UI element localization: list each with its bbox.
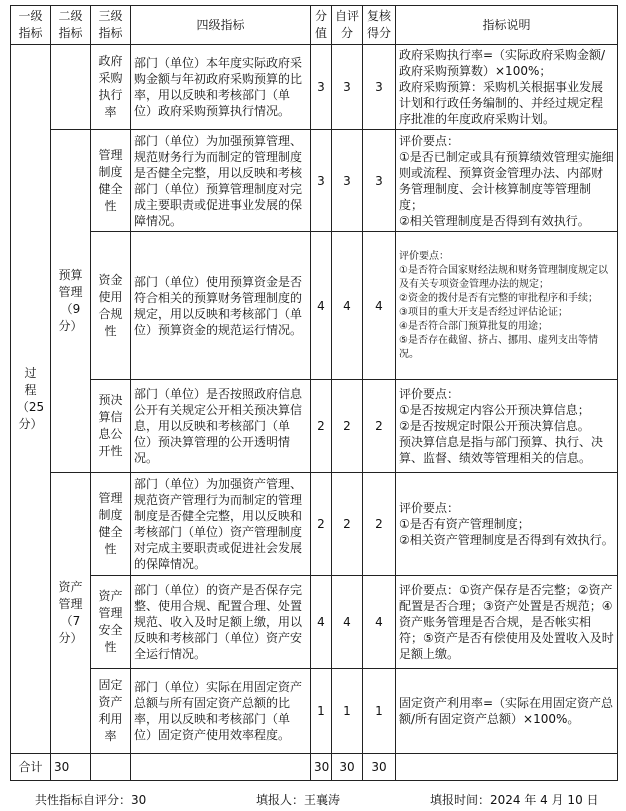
level3-cell: 预决 算信 息公 开性 xyxy=(91,380,131,473)
score-cell: 4 xyxy=(311,576,332,669)
level4-cell: 部门（单位）为加强资产管理、规范资产管理行为而制定的管理制度是否健全完整，用以反映和考核部门（单位）资产管理制度对完成主要职责或促进社会发展的保障情况。 xyxy=(131,473,311,576)
self-score-cell: 1 xyxy=(332,669,363,754)
self-score-cell: 4 xyxy=(332,232,363,380)
review-score-cell: 1 xyxy=(363,669,396,754)
table-row xyxy=(11,473,618,576)
total-label: 合计 xyxy=(11,754,51,781)
review-score-cell: 4 xyxy=(363,576,396,669)
score-cell: 3 xyxy=(311,130,332,232)
level2-cell-asset: 资产 管理 （7 分） xyxy=(51,473,91,754)
description-cell: 评价要点： ①是否按规定内容公开预决算信息； ②是否按规定时限公开预决算信息。 预决算信息是指与部门预算、执行、决算、监督、绩效等管理相关的信息。 xyxy=(396,380,618,473)
level3-cell: 管理 制度 健全 性 xyxy=(91,130,131,232)
description-cell: 评价要点： ①是否符合国家财经法规和财务管理制度规定以及有关专项资金管理办法的规定； ②资金的拨付是否有完整的审批程序和手续； ③项目的重大开支是否经过评估论证； ④是否符合部门预算批复的用途； ⑤是否存在截留、挤占、挪用、虚列支出等情况。 xyxy=(396,232,618,380)
total-level2: 30 xyxy=(51,754,91,781)
self-score-cell: 2 xyxy=(332,380,363,473)
description-cell: 评价要点： ①是否已制定或具有预算绩效管理实施细则或流程、预算资金管理办法、内部财务管理制度、会计核算制度等管理制度； ②相关管理制度是否得到有效执行。 xyxy=(396,130,618,232)
level4-cell: 部门（单位）是否按照政府信息公开有关规定公开相关预决算信息，用以反映和考核部门（单位）预决算管理的公开透明情况。 xyxy=(131,380,311,473)
level3-cell: 固定 资产 利用 率 xyxy=(91,669,131,754)
footer-filler: 填报人：王襄涛 xyxy=(256,793,341,807)
level3-cell: 资金 使用 合规 性 xyxy=(91,232,131,380)
footer xyxy=(0,791,626,809)
level3-cell: 管理 制度 健全 性 xyxy=(91,473,131,576)
total-empty-cell xyxy=(131,754,311,781)
level4-cell: 部门（单位）实际在用固定资产总额与所有固定资产总额的比率，用以反映和考核部门（单位）固定资产使用效率程度。 xyxy=(131,669,311,754)
self-score-cell: 2 xyxy=(332,473,363,576)
score-cell: 2 xyxy=(311,473,332,576)
table-row xyxy=(11,232,618,380)
review-score-cell: 2 xyxy=(363,473,396,576)
col-header-level3: 三级 指标 xyxy=(91,6,131,45)
header-row xyxy=(11,6,618,45)
self-score-cell: 4 xyxy=(332,576,363,669)
review-score-cell: 2 xyxy=(363,380,396,473)
level1-cell: 过 程（25 分） xyxy=(11,45,51,754)
total-score: 30 xyxy=(311,754,332,781)
level4-cell: 部门（单位）本年度实际政府采购金额与年初政府采购预算的比率，用以反映和考核部门（单位）政府采购预算执行情况。 xyxy=(131,45,311,130)
review-score-cell: 4 xyxy=(363,232,396,380)
level4-cell: 部门（单位）为加强预算管理、规范财务行为而制定的管理制度是否健全完整，用以反映和考核部门（单位）预算管理制度对完成主要职责或促进事业发展的保障情况。 xyxy=(131,130,311,232)
col-header-level4: 四级指标 xyxy=(131,6,311,45)
score-cell: 4 xyxy=(311,232,332,380)
indicator-table xyxy=(10,5,618,781)
level4-cell: 部门（单位）的资产是否保存完整、使用合规、配置合理、处置规范、收入及时足额上缴，用以反映和考核部门（单位）资产安全运行情况。 xyxy=(131,576,311,669)
level2-cell-budget: 预算 管理 （9 分） xyxy=(51,130,91,473)
self-score-cell: 3 xyxy=(332,130,363,232)
footer-self-score: 共性指标自评分：30 xyxy=(35,793,147,807)
col-header-description: 指标说明 xyxy=(396,6,618,45)
col-header-self-score: 自评 分 xyxy=(332,6,363,45)
description-cell: 政府采购执行率=（实际政府采购金额/政府采购预算数）×100%； 政府采购预算：采购机关根据事业发展计划和行政任务编制的、并经过规定程序批准的年度政府采购计划。 xyxy=(396,45,618,130)
description-cell: 固定资产利用率=（实际在用固定资产总额/所有固定资产总额）×100%。 xyxy=(396,669,618,754)
score-cell: 2 xyxy=(311,380,332,473)
review-score-cell: 3 xyxy=(363,130,396,232)
table-row xyxy=(11,669,618,754)
col-header-level1: 一级 指标 xyxy=(11,6,51,45)
level3-cell: 政府 采购 执行 率 xyxy=(91,45,131,130)
review-score-cell: 3 xyxy=(363,45,396,130)
table-row xyxy=(11,380,618,473)
table-row xyxy=(11,45,618,130)
total-review-score: 30 xyxy=(363,754,396,781)
col-header-level2: 二级 指标 xyxy=(51,6,91,45)
total-row xyxy=(11,754,618,781)
level4-cell: 部门（单位）使用预算资金是否符合相关的预算财务管理制度的规定，用以反映和考核部门（单位）预算资金的规范运行情况。 xyxy=(131,232,311,380)
total-self-score: 30 xyxy=(332,754,363,781)
level3-cell: 资产 管理 安全 性 xyxy=(91,576,131,669)
footer-date: 填报时间：2024 年 4 月 10 日 xyxy=(430,793,599,807)
total-empty-cell xyxy=(91,754,131,781)
description-cell: 评价要点： ①是否有资产管理制度； ②相关资产管理制度是否得到有效执行。 xyxy=(396,473,618,576)
score-cell: 3 xyxy=(311,45,332,130)
table-row xyxy=(11,130,618,232)
total-empty-cell xyxy=(396,754,618,781)
table-row xyxy=(11,576,618,669)
self-score-cell: 3 xyxy=(332,45,363,130)
level2-cell-empty xyxy=(51,45,91,130)
score-cell: 1 xyxy=(311,669,332,754)
col-header-review-score: 复核 得分 xyxy=(363,6,396,45)
description-cell: 评价要点：①资产保存是否完整；②资产配置是否合理；③资产处置是否规范；④资产账务管理是否合规，是否帐实相符；⑤资产是否有偿使用及处置收入及时足额上缴。 xyxy=(396,576,618,669)
col-header-score: 分 值 xyxy=(311,6,332,45)
